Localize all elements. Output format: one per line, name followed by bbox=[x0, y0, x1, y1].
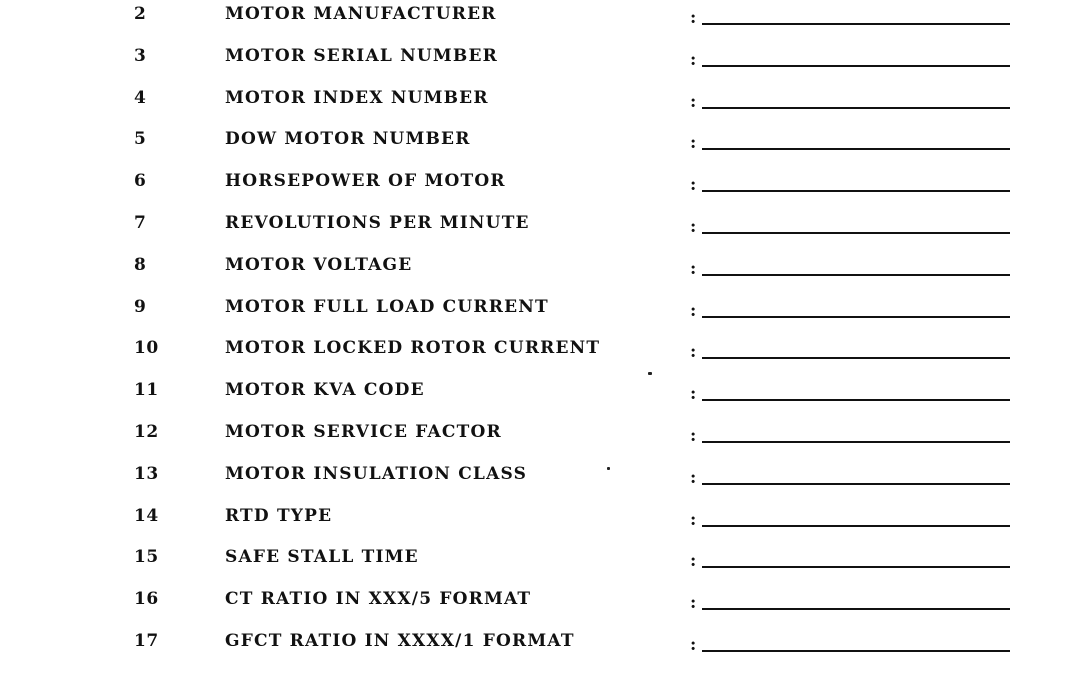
field-number: 3 bbox=[134, 45, 147, 66]
fill-in-blank-line[interactable] bbox=[702, 608, 1010, 610]
field-colon: : bbox=[690, 133, 697, 154]
field-colon: : bbox=[690, 426, 697, 446]
field-label: MOTOR SERIAL NUMBER bbox=[225, 45, 498, 66]
field-colon: : bbox=[690, 91, 697, 112]
form-row bbox=[0, 338, 1080, 368]
fill-in-blank-line[interactable] bbox=[702, 65, 1010, 67]
field-number: 8 bbox=[134, 254, 147, 275]
field-colon: : bbox=[690, 551, 697, 572]
form-row bbox=[0, 129, 1080, 159]
field-label: REVOLUTIONS PER MINUTE bbox=[225, 213, 530, 233]
field-number: 10 bbox=[134, 338, 159, 359]
field-number: 14 bbox=[134, 505, 159, 526]
form-row bbox=[0, 46, 1080, 76]
field-label: MOTOR SERVICE FACTOR bbox=[225, 422, 502, 442]
field-colon: : bbox=[690, 8, 697, 28]
fill-in-blank-line[interactable] bbox=[702, 107, 1010, 109]
field-number: 11 bbox=[134, 380, 159, 401]
field-number: 7 bbox=[134, 213, 147, 233]
fill-in-blank-line[interactable] bbox=[702, 274, 1010, 276]
form-row bbox=[0, 506, 1080, 536]
form-row bbox=[0, 631, 1080, 661]
field-label: MOTOR VOLTAGE bbox=[225, 254, 413, 275]
field-colon: : bbox=[690, 342, 697, 363]
field-colon: : bbox=[690, 175, 697, 196]
form-row bbox=[0, 464, 1080, 494]
field-colon: : bbox=[690, 258, 697, 279]
field-number: 6 bbox=[134, 171, 147, 192]
field-colon: : bbox=[690, 467, 697, 488]
fill-in-blank-line[interactable] bbox=[702, 190, 1010, 192]
fill-in-blank-line[interactable] bbox=[702, 441, 1010, 443]
field-label: MOTOR FULL LOAD CURRENT bbox=[225, 296, 549, 317]
field-number: 13 bbox=[134, 463, 159, 484]
field-label: MOTOR LOCKED ROTOR CURRENT bbox=[225, 338, 601, 359]
field-number: 9 bbox=[134, 296, 147, 317]
field-label: MOTOR INDEX NUMBER bbox=[225, 87, 489, 108]
field-colon: : bbox=[690, 217, 697, 237]
field-number: 2 bbox=[134, 4, 147, 24]
field-colon: : bbox=[690, 509, 697, 530]
field-colon: : bbox=[690, 49, 697, 70]
fill-in-blank-line[interactable] bbox=[702, 650, 1010, 652]
fill-in-blank-line[interactable] bbox=[702, 483, 1010, 485]
field-label: DOW MOTOR NUMBER bbox=[225, 129, 471, 150]
form-row bbox=[0, 380, 1080, 410]
field-number: 4 bbox=[134, 87, 147, 108]
fill-in-blank-line[interactable] bbox=[702, 525, 1010, 527]
fill-in-blank-line[interactable] bbox=[702, 148, 1010, 150]
fill-in-blank-line[interactable] bbox=[702, 316, 1010, 318]
field-number: 17 bbox=[134, 631, 159, 651]
form-row bbox=[0, 297, 1080, 327]
field-label: MOTOR MANUFACTURER bbox=[225, 4, 497, 24]
form-row bbox=[0, 547, 1080, 577]
field-colon: : bbox=[690, 593, 697, 614]
scan-speck bbox=[607, 467, 610, 470]
field-colon: : bbox=[690, 635, 697, 655]
scan-speck bbox=[648, 372, 652, 375]
fill-in-blank-line[interactable] bbox=[702, 23, 1010, 25]
fill-in-blank-line[interactable] bbox=[702, 232, 1010, 234]
field-label: MOTOR KVA CODE bbox=[225, 380, 425, 401]
field-label: HORSEPOWER OF MOTOR bbox=[225, 171, 506, 192]
field-label: RTD TYPE bbox=[225, 505, 333, 526]
fill-in-blank-line[interactable] bbox=[702, 566, 1010, 568]
field-colon: : bbox=[690, 300, 697, 321]
form-row bbox=[0, 422, 1080, 452]
field-label: MOTOR INSULATION CLASS bbox=[225, 463, 528, 484]
form-row bbox=[0, 589, 1080, 619]
form-row bbox=[0, 213, 1080, 243]
form-row bbox=[0, 255, 1080, 285]
fill-in-blank-line[interactable] bbox=[702, 357, 1010, 359]
field-number: 15 bbox=[134, 547, 159, 568]
field-number: 16 bbox=[134, 589, 159, 610]
form-row bbox=[0, 171, 1080, 201]
field-number: 12 bbox=[134, 422, 159, 442]
field-colon: : bbox=[690, 384, 697, 405]
form-row bbox=[0, 88, 1080, 118]
field-number: 5 bbox=[134, 129, 147, 150]
fill-in-blank-line[interactable] bbox=[702, 399, 1010, 401]
field-label: GFCT RATIO IN XXXX/1 FORMAT bbox=[225, 631, 575, 651]
field-label: SAFE STALL TIME bbox=[225, 547, 419, 568]
form-row bbox=[0, 4, 1080, 34]
field-label: CT RATIO IN XXX/5 FORMAT bbox=[225, 589, 532, 610]
